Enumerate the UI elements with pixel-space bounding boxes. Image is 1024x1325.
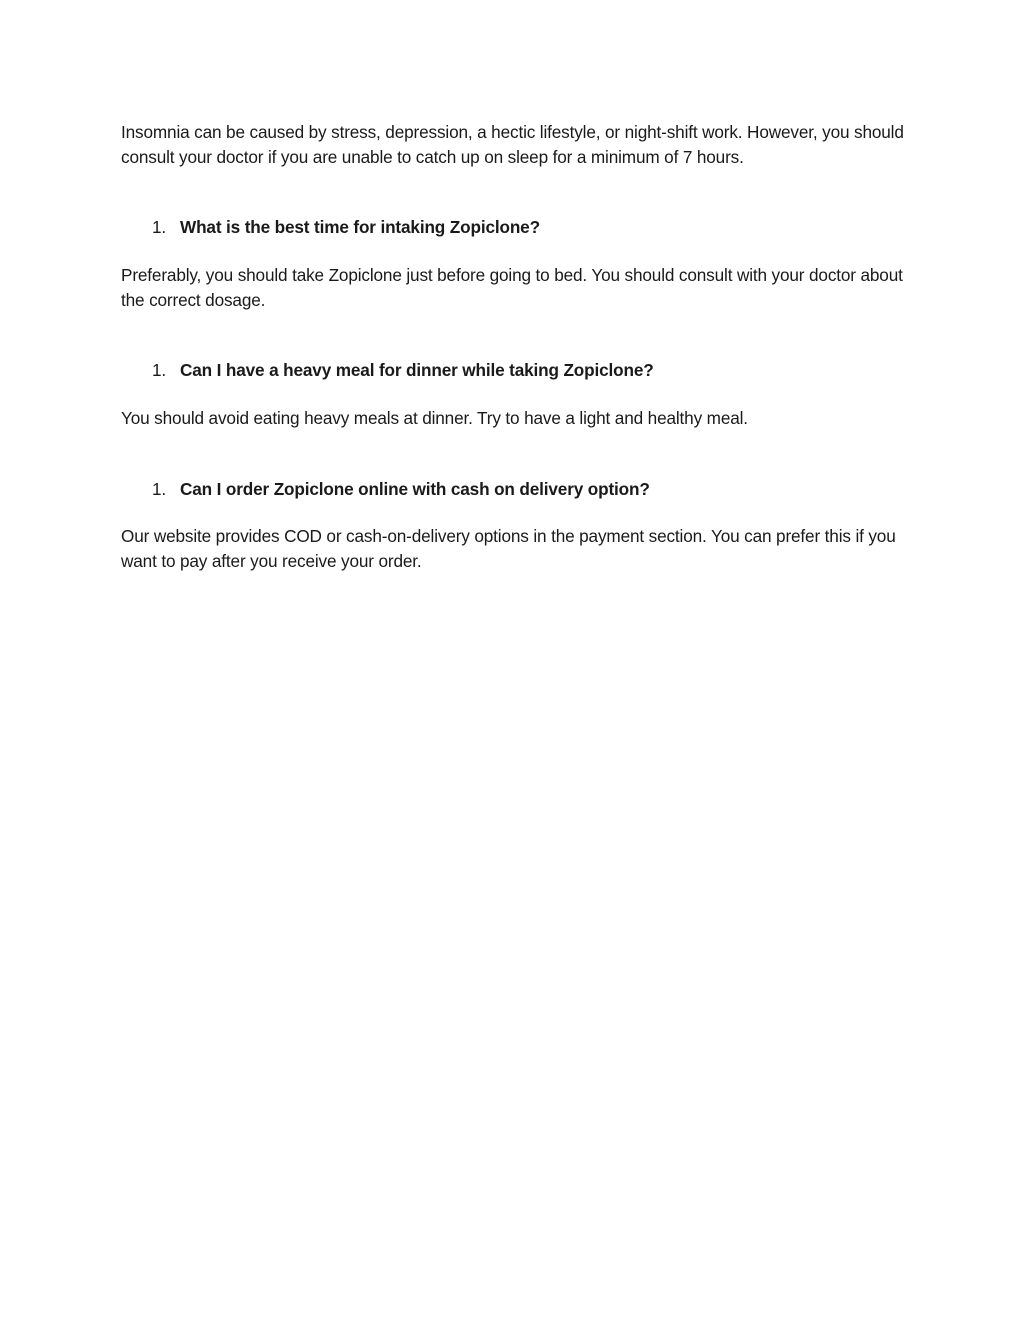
faq-number: 1.	[152, 479, 167, 499]
faq-question-text: What is the best time for intaking Zopiclone?	[180, 217, 540, 237]
faq-answer-2: You should avoid eating heavy meals at dinner. Try to have a light and healthy meal.	[121, 408, 748, 428]
faq-question-3	[152, 477, 912, 502]
intro-paragraph: Insomnia can be caused by stress, depression, a hectic lifestyle, or night-shift work. However, you should consult your doctor if you are unable to catch up on sleep for a minimum of 7 hours.	[121, 122, 904, 167]
faq-question-1	[152, 215, 912, 240]
faq-answer-3: Our website provides COD or cash-on-delivery options in the payment section. You can prefer this if you want to pay after you receive your order.	[121, 526, 896, 571]
faq-number: 1.	[152, 360, 167, 380]
faq-number: 1.	[152, 217, 167, 237]
faq-question-text: Can I order Zopiclone online with cash on delivery option?	[180, 479, 650, 499]
faq-question-text: Can I have a heavy meal for dinner while taking Zopiclone?	[180, 360, 654, 380]
faq-answer-1: Preferably, you should take Zopiclone just before going to bed. You should consult with your doctor about the correct dosage.	[121, 265, 903, 310]
faq-question-2	[152, 358, 912, 383]
